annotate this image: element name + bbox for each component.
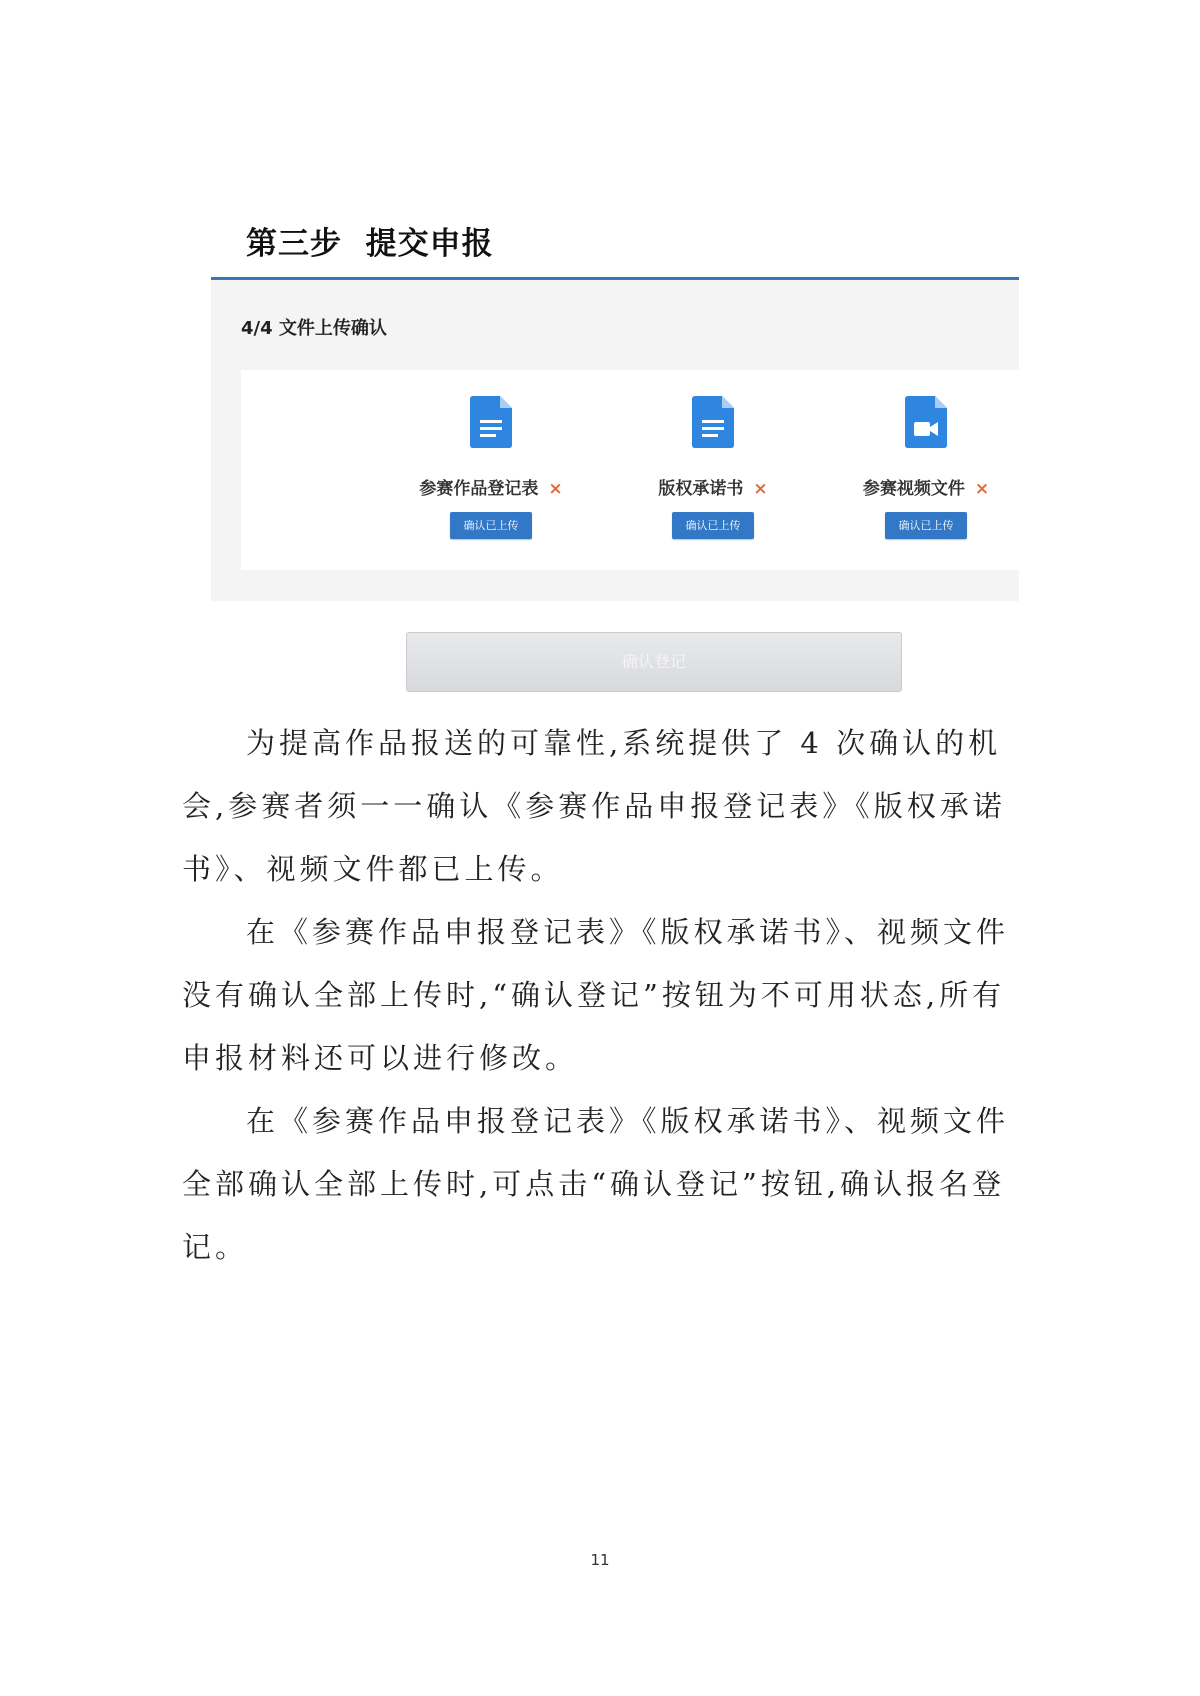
remove-icon[interactable]: × <box>548 479 563 499</box>
upload-confirm-panel <box>211 277 1019 601</box>
remove-icon[interactable]: × <box>753 479 768 499</box>
page-number: 11 <box>590 1551 610 1569</box>
video-file-icon <box>905 396 947 448</box>
paragraph: 在《参赛作品申报登记表》《版权承诺书》、视频文件没有确认全部上传时,“确认登记”按钮为不可用状态,所有申报材料还可以进行修改。 <box>182 915 1010 1075</box>
file-label: 参赛视频文件 <box>862 479 965 499</box>
file-label: 参赛作品登记表 <box>419 479 539 499</box>
confirm-register-button[interactable]: 确认登记 <box>406 632 902 692</box>
remove-icon[interactable]: × <box>974 479 990 499</box>
confirm-uploaded-button[interactable]: 确认已上传 <box>672 512 754 539</box>
paragraph: 在《参赛作品申报登记表》《版权承诺书》、视频文件全部确认全部上传时,可点击“确认登记”按钮,确认报名登记。 <box>182 1104 1010 1264</box>
document-icon <box>470 396 512 448</box>
confirm-uploaded-button[interactable]: 确认已上传 <box>450 512 532 539</box>
file-item-registration-form <box>391 396 591 556</box>
instructions <box>182 712 1022 1279</box>
file-list <box>241 370 1019 570</box>
paragraph: 为提高作品报送的可靠性,系统提供了 4 次确认的机会,参赛者须一一确认《参赛作品申报登记表》《版权承诺书》、视频文件都已上传。 <box>182 726 1006 886</box>
panel-title: 4/4 文件上传确认 <box>241 318 387 339</box>
file-item-copyright-pledge <box>613 396 813 556</box>
document-icon <box>692 396 734 448</box>
step-title: 第三步 提交申报 <box>246 226 494 262</box>
confirm-uploaded-button[interactable]: 确认已上传 <box>885 512 967 539</box>
file-item-video <box>826 396 1026 556</box>
file-label: 版权承诺书 <box>658 479 744 499</box>
